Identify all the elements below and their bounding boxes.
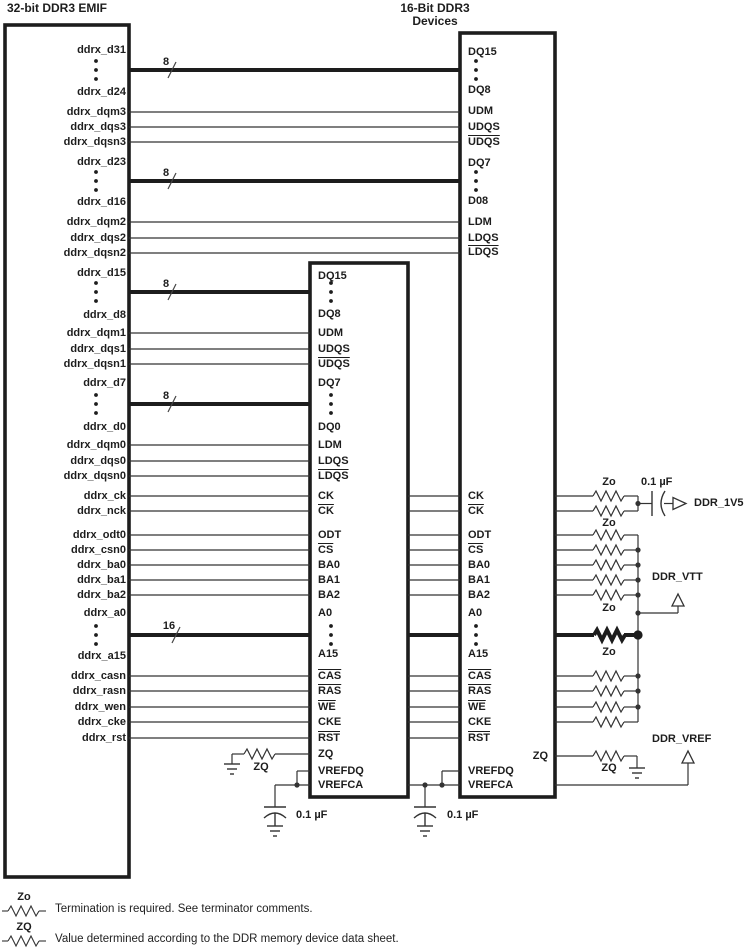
emif-pin-dqs0: ddrx_dqs0 (70, 455, 126, 467)
ddr-vref-label: DDR_VREF (652, 733, 712, 745)
right-pin-cke: CKE (468, 716, 492, 728)
emif-pin-dqm2: ddrx_dqm2 (66, 216, 126, 228)
right-pin-cs-n: $\overline{CS}$ (468, 544, 484, 556)
zo-label-ck: Zo (602, 476, 616, 488)
emif-pin-dqs1: ddrx_dqs1 (70, 343, 126, 355)
emif-pin-ck: ddrx_ck (83, 490, 126, 502)
mid-pin-ck: CK (318, 490, 334, 502)
mid-pin-we-n: $\overline{WE}$ (318, 701, 336, 713)
mid-pin-cs-n: $\overline{CS}$ (318, 544, 334, 556)
mid-pin-a0: A0 (318, 607, 333, 619)
cap-label-mid: 0.1 µF (296, 809, 328, 821)
cap-label-right: 0.1 µF (447, 809, 479, 821)
right-pin-ras-n: $\overline{RAS}$ (468, 685, 492, 697)
mid-pin-a15: A15 (318, 648, 339, 660)
emif-pin-csn0: ddrx_csn0 (70, 544, 126, 556)
emif-pin-dqs2: ddrx_dqs2 (70, 232, 126, 244)
right-pin-vrefdq: VREFDQ (468, 765, 514, 777)
bus-width-8-label-1: 8 (162, 56, 170, 68)
bus-width-8-label-3: 8 (162, 278, 170, 290)
power-terminal-arrows (672, 498, 694, 764)
mid-pin-udqs: UDQS (318, 343, 350, 355)
emif-pin-casn: ddrx_casn (70, 670, 126, 682)
emif-pin-wen: ddrx_wen (74, 701, 126, 713)
emif-pin-d31: ddrx_d31 (77, 44, 126, 56)
emif-pin-d15: ddrx_d15 (77, 267, 126, 279)
emif-pin-d0: ddrx_d0 (83, 421, 126, 433)
right-pin-udqs-n: UDQS (468, 136, 500, 148)
right-pin-ba0: BA0 (468, 559, 491, 571)
right-pin-ba2: BA2 (468, 589, 491, 601)
right-pin-ldqs: LDQS (468, 232, 499, 244)
right-pin-udqs: UDQS (468, 121, 500, 133)
mid-pin-cke: CKE (318, 716, 342, 728)
mid-pin-ba2: BA2 (318, 589, 341, 601)
right-pin-vrefca: VREFCA (468, 779, 514, 791)
ellipsis-dots (94, 59, 478, 646)
right-pin-we-n: $\overline{WE}$ (468, 701, 486, 713)
right-pin-udm: UDM (468, 105, 494, 117)
right-pin-zq: ZQ (532, 750, 548, 762)
emif-title: 32-bit DDR3 EMIF (7, 1, 108, 15)
mid-pin-odt: ODT (318, 529, 342, 541)
right-pin-d08: D08 (468, 195, 489, 207)
right-pin-dq7: DQ7 (468, 157, 491, 169)
right-pin-dq15: DQ15 (468, 46, 497, 58)
right-pin-ba1: BA1 (468, 574, 491, 586)
emif-pin-nck: ddrx_nck (77, 505, 126, 517)
termination-resistors (244, 491, 624, 761)
emif-pin-dqm1: ddrx_dqm1 (66, 327, 126, 339)
legend-zo-symbol-label: Zo (17, 891, 31, 903)
mid-pin-dq8: DQ8 (318, 308, 341, 320)
mid-pin-udm: UDM (318, 327, 344, 339)
emif-pin-odt0: ddrx_odt0 (72, 529, 126, 541)
emif-pin-d8: ddrx_d8 (83, 309, 126, 321)
emif-pin-ba1: ddrx_ba1 (77, 574, 126, 586)
emif-pin-d16: ddrx_d16 (77, 196, 126, 208)
emif-pin-ba0: ddrx_ba0 (77, 559, 126, 571)
bus-width-slashes (168, 62, 180, 643)
emif-pin-ba2: ddrx_ba2 (77, 589, 126, 601)
devices-title-line2: Devices (412, 14, 458, 28)
emif-pin-d23: ddrx_d23 (77, 156, 126, 168)
mid-pin-ba1: BA1 (318, 574, 341, 586)
zo-label-addr: Zo (602, 602, 616, 614)
emif-pin-cke: ddrx_cke (77, 716, 126, 728)
emif-pin-dqsn1: ddrx_dqsn1 (63, 358, 126, 370)
right-pin-rst-n: $\overline{RST}$ (468, 732, 490, 744)
emif-pin-dqsn0: ddrx_dqsn0 (63, 470, 126, 482)
emif-pin-a0: ddrx_a0 (83, 607, 126, 619)
mid-pin-vrefca: VREFCA (318, 779, 364, 791)
zo-label-cmd: Zo (602, 646, 616, 658)
mid-pin-dq15: DQ15 (318, 270, 347, 282)
emif-pin-dqm0: ddrx_dqm0 (66, 439, 126, 451)
mid-pin-ba0: BA0 (318, 559, 341, 571)
legend-zq-symbol-label: ZQ (16, 921, 32, 933)
emif-pin-dqsn2: ddrx_dqsn2 (63, 247, 126, 259)
mid-pin-udqs-n: UDQS (318, 358, 350, 370)
emif-pin-dqs3: ddrx_dqs3 (70, 121, 126, 133)
devices-title (385, 2, 485, 28)
right-pin-a15: A15 (468, 648, 489, 660)
devices-title-line1: 16-Bit DDR3 (400, 1, 470, 15)
mid-pin-dq7: DQ7 (318, 377, 341, 389)
bus-width-16-label: 16 (162, 620, 176, 632)
mid-pin-rst-n: $\overline{RST}$ (318, 732, 340, 744)
cap-label-top: 0.1 µF (641, 476, 673, 488)
right-pin-cas-n: $\overline{CAS}$ (468, 670, 492, 682)
emif-pin-rasn: ddrx_rasn (72, 685, 126, 697)
emif-pin-a15: ddrx_a15 (77, 650, 126, 662)
right-pin-dq8: DQ8 (468, 84, 491, 96)
mid-pin-vrefdq: VREFDQ (318, 765, 364, 777)
mid-pin-ldqs: LDQS (318, 455, 349, 467)
mid-pin-dq0: DQ0 (318, 421, 341, 433)
right-pin-ck-n: $\overline{CK}$ (468, 505, 484, 517)
right-pin-ck: CK (468, 490, 484, 502)
mid-pin-zq: ZQ (318, 748, 334, 760)
bus-width-8-label-4: 8 (162, 390, 170, 402)
emif-pin-d24: ddrx_d24 (77, 86, 126, 98)
right-pin-odt: ODT (468, 529, 492, 541)
legend-zo-text: Termination is required. See terminator comments. (55, 903, 313, 915)
emif-pin-d7: ddrx_d7 (83, 377, 126, 389)
right-pin-a0: A0 (468, 607, 483, 619)
ddr-1v5-label: DDR_1V5 (694, 497, 744, 509)
emif-pin-dqm3: ddrx_dqm3 (66, 106, 126, 118)
mid-pin-ck-n: $\overline{CK}$ (318, 505, 334, 517)
emif-pin-rst: ddrx_rst (81, 732, 126, 744)
bus-width-8-label-2: 8 (162, 167, 170, 179)
right-pin-ldm: LDM (468, 216, 492, 228)
legend-zq-text: Value determined according to the DDR memory device data sheet. (55, 933, 399, 945)
ground-symbols (224, 764, 645, 836)
zq-label-right: ZQ (601, 762, 617, 774)
mid-pin-ldqs-n: LDQS (318, 470, 349, 482)
mid-pin-ldm: LDM (318, 439, 342, 451)
zo-label-ctrl: Zo (602, 517, 616, 529)
emif-pin-dqsn3: ddrx_dqsn3 (63, 136, 126, 148)
zq-label-mid: ZQ (253, 761, 269, 773)
right-pin-ldqs-n: LDQS (468, 246, 499, 258)
mid-pin-cas-n: $\overline{CAS}$ (318, 670, 342, 682)
ddr-vtt-label: DDR_VTT (652, 571, 703, 583)
mid-pin-ras-n: $\overline{RAS}$ (318, 685, 342, 697)
